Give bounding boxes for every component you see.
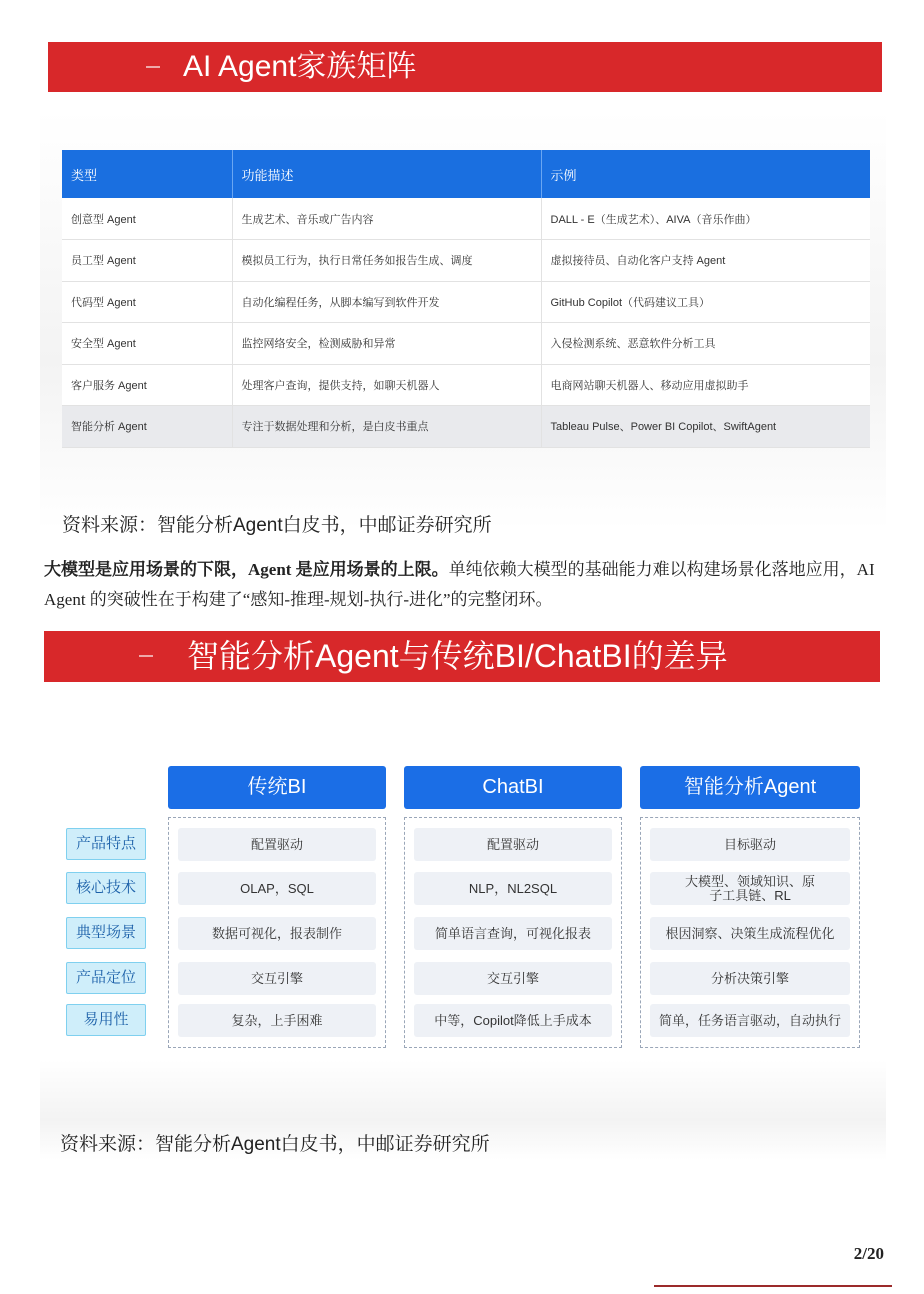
cell-description: 处理客户查询，提供支持，如聊天机器人 bbox=[232, 364, 541, 406]
agent-family-table bbox=[62, 150, 870, 448]
column-header-traditional-bi: 传统BI bbox=[168, 766, 386, 809]
cell-examples: 电商网站聊天机器人、移动应用虚拟助手 bbox=[541, 364, 870, 406]
banner-title: AI Agent家族矩阵 bbox=[183, 50, 417, 83]
table-row bbox=[62, 240, 870, 282]
cell-examples: 虚拟接待员、自动化客户支持 Agent bbox=[541, 240, 870, 282]
paragraph-bold-lead: 大模型是应用场景的下限，Agent 是应用场景的上限。 bbox=[44, 560, 449, 579]
comparison-cell: 大模型、领域知识、原子工具链、RL bbox=[650, 872, 850, 905]
table-header-type: 类型 bbox=[62, 150, 232, 198]
cell-description: 专注于数据处理和分析，是白皮书重点 bbox=[232, 406, 541, 448]
source-note: 资料来源：智能分析Agent白皮书，中邮证券研究所 bbox=[62, 515, 492, 536]
footer-rule bbox=[654, 1285, 892, 1287]
comparison-cell: OLAP，SQL bbox=[178, 872, 376, 905]
page-number: 2/20 bbox=[853, 1244, 884, 1263]
comparison-cell: NLP，NL2SQL bbox=[414, 872, 612, 905]
cell-type: 客户服务 Agent bbox=[62, 364, 232, 406]
cell-type: 员工型 Agent bbox=[62, 240, 232, 282]
table-row bbox=[62, 198, 870, 240]
paragraph-text: 单纯依赖大模型的基础能力难以构建场景化落地应用，AI Agent 的突破性在于构建了“感知-推理-规划-执行-进化”的完整闭环。 bbox=[44, 560, 875, 609]
cell-description: 模拟员工行为，执行日常任务如报告生成、调度 bbox=[232, 240, 541, 282]
banner-title: 智能分析Agent与传统BI/ChatBI的差异 bbox=[187, 638, 728, 674]
table-header-description: 功能描述 bbox=[232, 150, 541, 198]
cell-description: 生成艺术、音乐或广告内容 bbox=[232, 198, 541, 240]
body-paragraph bbox=[44, 555, 884, 615]
cell-type: 安全型 Agent bbox=[62, 323, 232, 365]
row-label: 产品定位 bbox=[66, 962, 146, 994]
cell-examples: GitHub Copilot（代码建议工具） bbox=[541, 281, 870, 323]
table-row bbox=[62, 323, 870, 365]
table-row bbox=[62, 281, 870, 323]
table-header-examples: 示例 bbox=[541, 150, 870, 198]
comparison-cell: 简单，任务语言驱动，自动执行 bbox=[650, 1004, 850, 1037]
source-note: 资料来源：智能分析Agent白皮书，中邮证券研究所 bbox=[60, 1134, 490, 1155]
table-row-highlighted bbox=[62, 406, 870, 448]
comparison-cell: 数据可视化，报表制作 bbox=[178, 917, 376, 950]
comparison-cell: 交互引擎 bbox=[178, 962, 376, 995]
comparison-cell: 目标驱动 bbox=[650, 828, 850, 861]
row-label: 典型场景 bbox=[66, 917, 146, 949]
section-banner bbox=[48, 42, 882, 92]
cell-description: 监控网络安全，检测威胁和异常 bbox=[232, 323, 541, 365]
banner-decoration bbox=[139, 655, 153, 657]
table-row bbox=[62, 364, 870, 406]
cell-type: 创意型 Agent bbox=[62, 198, 232, 240]
row-label: 易用性 bbox=[66, 1004, 146, 1036]
comparison-cell: 简单语言查询，可视化报表 bbox=[414, 917, 612, 950]
column-header-chatbi: ChatBI bbox=[404, 766, 622, 809]
comparison-cell: 根因洞察、决策生成流程优化 bbox=[650, 917, 850, 950]
comparison-cell: 配置驱动 bbox=[414, 828, 612, 861]
cell-description: 自动化编程任务，从脚本编写到软件开发 bbox=[232, 281, 541, 323]
comparison-cell: 配置驱动 bbox=[178, 828, 376, 861]
banner-decoration bbox=[146, 66, 160, 68]
cell-type: 智能分析 Agent bbox=[62, 406, 232, 448]
row-label: 核心技术 bbox=[66, 872, 146, 904]
cell-examples: 入侵检测系统、恶意软件分析工具 bbox=[541, 323, 870, 365]
cell-type: 代码型 Agent bbox=[62, 281, 232, 323]
cell-examples: DALL - E（生成艺术）、AIVA（音乐作曲） bbox=[541, 198, 870, 240]
cell-examples: Tableau Pulse、Power BI Copilot、SwiftAgent bbox=[541, 406, 870, 448]
column-header-agent: 智能分析Agent bbox=[640, 766, 860, 809]
comparison-cell: 复杂，上手困难 bbox=[178, 1004, 376, 1037]
comparison-cell: 分析决策引擎 bbox=[650, 962, 850, 995]
section-banner bbox=[44, 631, 880, 682]
comparison-cell: 中等，Copilot降低上手成本 bbox=[414, 1004, 612, 1037]
row-label: 产品特点 bbox=[66, 828, 146, 860]
table-header-row bbox=[62, 150, 870, 198]
comparison-cell: 交互引擎 bbox=[414, 962, 612, 995]
